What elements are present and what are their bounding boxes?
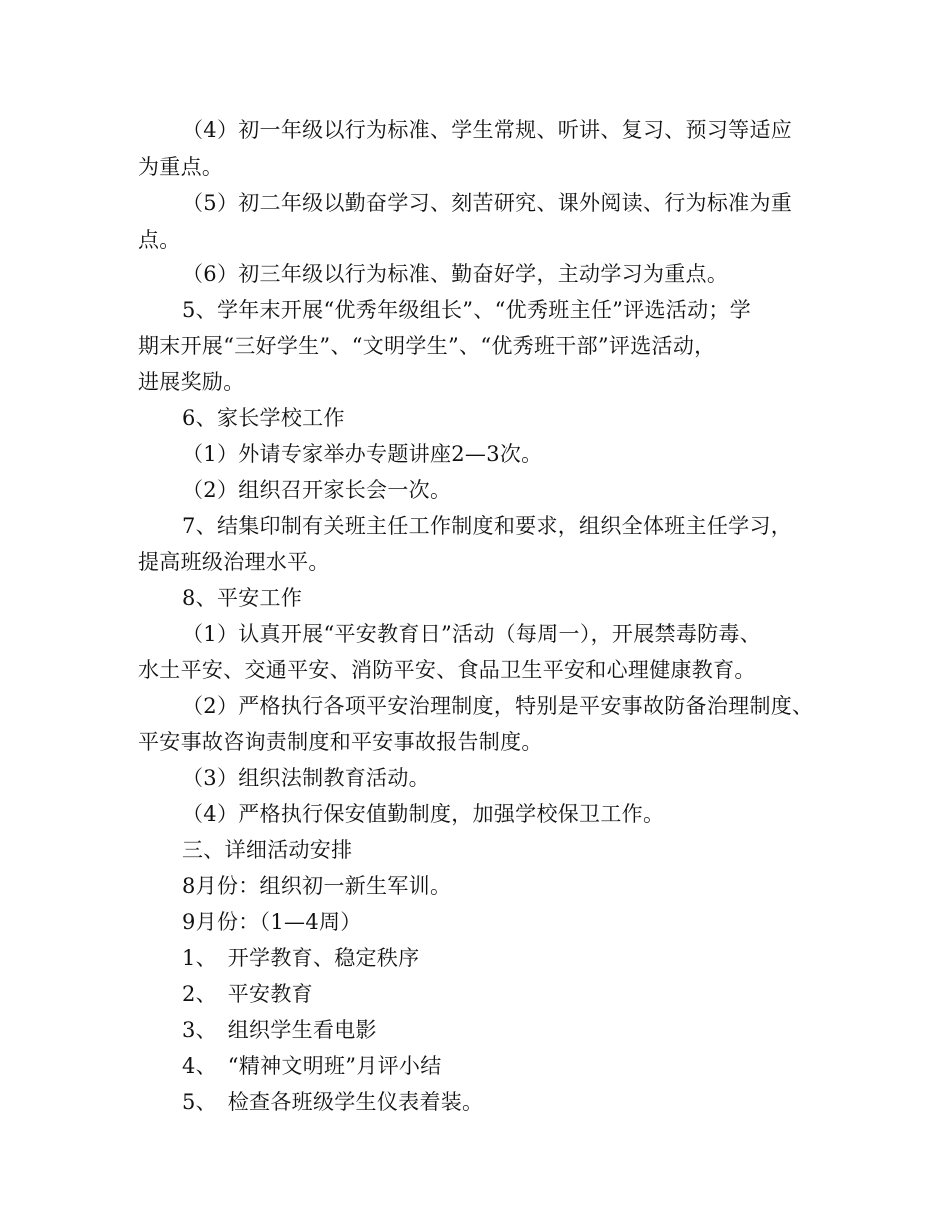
list-item: 1、 开学教育、稳定秩序 — [182, 946, 420, 970]
text-line: （1）外请专家举办专题讲座2—3次。 — [182, 442, 543, 466]
text-line: （4）严格执行保安值勤制度，加强学校保卫工作。 — [182, 802, 665, 826]
text-line: 点。 — [138, 228, 181, 252]
text-line: 7、结集印制有关班主任工作制度和要求，组织全体班主任学习， — [182, 514, 793, 538]
text-line: 期末开展“三好学生”、“文明学生”、“优秀班干部”评选活动， — [138, 334, 716, 358]
text-line: （3）组织法制教育活动。 — [182, 766, 430, 790]
text-line: 平安事故咨询责制度和平安事故报告制度。 — [138, 730, 543, 754]
text-line: （6）初三年级以行为标准、勤奋好学，主动学习为重点。 — [182, 262, 729, 286]
section-heading: 6、家长学校工作 — [182, 406, 345, 430]
list-item: 3、 组织学生看电影 — [182, 1018, 377, 1042]
section-heading: 8、平安工作 — [182, 586, 303, 610]
text-line: （4）初一年级以行为标准、学生常规、听讲、复习、预习等适应 — [182, 118, 793, 142]
text-line: 为重点。 — [138, 155, 224, 179]
text-line: 9月份：（1—4周） — [182, 910, 362, 934]
text-line: （2）组织召开家长会一次。 — [182, 478, 452, 502]
list-item: 4、 “精神文明班”月评小结 — [182, 1054, 442, 1078]
section-heading: 三、详细活动安排 — [182, 838, 353, 862]
text-line: 水土平安、交通平安、消防平安、食品卫生平安和心理健康教育。 — [138, 658, 756, 682]
list-item: 5、 检查各班级学生仪表着装。 — [182, 1090, 484, 1114]
list-item: 2、 平安教育 — [182, 982, 313, 1006]
text-line: （1）认真开展“平安教育日”活动（每周一），开展禁毒防毒、 — [182, 622, 762, 646]
text-line: 提高班级治理水平。 — [138, 550, 330, 574]
text-line: （2）严格执行各项平安治理制度，特别是平安事故防备治理制度、 — [182, 694, 814, 718]
text-line: （5）初二年级以勤奋学习、刻苦研究、课外阅读、行为标准为重 — [182, 191, 793, 215]
text-line: 8月份：组织初一新生军训。 — [182, 874, 452, 898]
text-line: 进展奖励。 — [138, 370, 245, 394]
text-line: 5、学年末开展“优秀年级组长”、“优秀班主任”评选活动；学 — [182, 298, 752, 322]
